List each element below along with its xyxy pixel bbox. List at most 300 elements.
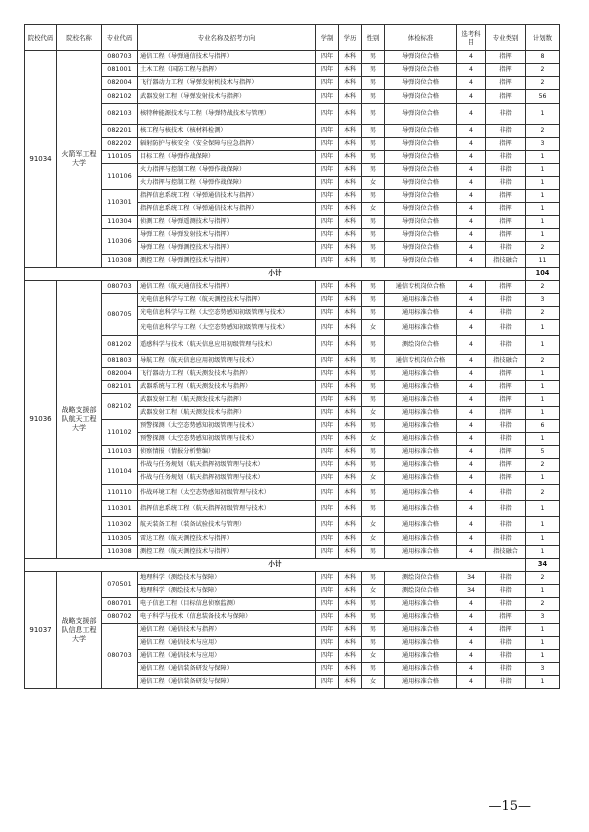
degree-cell: 本科 xyxy=(339,624,362,637)
header-exam-subjects: 选考科目 xyxy=(457,25,486,51)
table-row xyxy=(25,216,560,229)
exam-subjects-cell: 4 xyxy=(457,663,486,676)
major-code-cell: 080702 xyxy=(102,611,138,624)
physical-standard-cell: 导弹岗位合格 xyxy=(385,77,457,90)
duration-cell: 四年 xyxy=(316,446,339,459)
gender-cell: 男 xyxy=(362,663,385,676)
major-name-cell: 作战与任务规划（航天指挥初级管理与技术） xyxy=(138,459,316,472)
category-cell: 非指 xyxy=(486,637,526,650)
duration-cell: 四年 xyxy=(316,138,339,151)
major-code-cell: 081202 xyxy=(102,336,138,355)
school-name-cell: 战略支援部队信息工程大学 xyxy=(57,572,102,689)
exam-subjects-cell: 4 xyxy=(457,624,486,637)
duration-cell: 四年 xyxy=(316,533,339,546)
exam-subjects-cell: 4 xyxy=(457,355,486,368)
table-row xyxy=(25,104,560,125)
physical-standard-cell: 通用标准合格 xyxy=(385,446,457,459)
physical-standard-cell: 通用标准合格 xyxy=(385,624,457,637)
gender-cell: 女 xyxy=(362,472,385,485)
gender-cell: 男 xyxy=(362,125,385,138)
physical-standard-cell: 导弹岗位合格 xyxy=(385,242,457,255)
plan-count-cell: 1 xyxy=(526,104,560,125)
category-cell: 非指 xyxy=(486,517,526,533)
major-code-cell: 110308 xyxy=(102,546,138,559)
category-cell: 非指 xyxy=(486,164,526,177)
gender-cell: 男 xyxy=(362,446,385,459)
major-name-cell: 光电信息科学与工程（航天测控技术与指挥） xyxy=(138,294,316,307)
degree-cell: 本科 xyxy=(339,572,362,585)
table-body xyxy=(25,51,560,689)
degree-cell: 本科 xyxy=(339,281,362,294)
duration-cell: 四年 xyxy=(316,281,339,294)
category-cell: 非指 xyxy=(486,650,526,663)
category-cell: 指挥 xyxy=(486,368,526,381)
physical-standard-cell: 测绘岗位合格 xyxy=(385,572,457,585)
major-name-cell: 侦测工程（导弹遥测技术与指挥） xyxy=(138,216,316,229)
exam-subjects-cell: 4 xyxy=(457,336,486,355)
plan-count-cell: 3 xyxy=(526,663,560,676)
duration-cell: 四年 xyxy=(316,546,339,559)
major-name-cell: 光电信息科学与工程（太空态势感知初级管理与技术） xyxy=(138,307,316,320)
table-row xyxy=(25,336,560,355)
major-name-cell: 武器发射工程（航天测发技术与指挥） xyxy=(138,407,316,420)
degree-cell: 本科 xyxy=(339,203,362,216)
degree-cell: 本科 xyxy=(339,676,362,689)
duration-cell: 四年 xyxy=(316,650,339,663)
category-cell: 指挥 xyxy=(486,138,526,151)
major-name-cell: 地理科学（测绘技术与保障） xyxy=(138,585,316,598)
major-name-cell: 目标工程（导弹作战保障） xyxy=(138,151,316,164)
table-row xyxy=(25,90,560,104)
major-name-cell: 通信工程（航天通信技术与指挥） xyxy=(138,281,316,294)
category-cell: 指挥 xyxy=(486,611,526,624)
major-name-cell: 土木工程（国防工程与指挥） xyxy=(138,64,316,77)
duration-cell: 四年 xyxy=(316,151,339,164)
category-cell: 指挥 xyxy=(486,394,526,407)
table-row xyxy=(25,281,560,294)
category-cell: 非指 xyxy=(486,242,526,255)
exam-subjects-cell: 4 xyxy=(457,446,486,459)
duration-cell: 四年 xyxy=(316,190,339,203)
gender-cell: 女 xyxy=(362,407,385,420)
major-code-cell: 082004 xyxy=(102,368,138,381)
gender-cell: 男 xyxy=(362,77,385,90)
duration-cell: 四年 xyxy=(316,216,339,229)
table-row xyxy=(25,394,560,407)
table-header-row xyxy=(25,25,560,51)
category-cell: 非指 xyxy=(486,585,526,598)
category-cell: 指挥 xyxy=(486,229,526,242)
duration-cell: 四年 xyxy=(316,77,339,90)
plan-count-cell: 1 xyxy=(526,368,560,381)
exam-subjects-cell: 4 xyxy=(457,51,486,64)
degree-cell: 本科 xyxy=(339,90,362,104)
degree-cell: 本科 xyxy=(339,433,362,446)
physical-standard-cell: 导弹岗位合格 xyxy=(385,104,457,125)
duration-cell: 四年 xyxy=(316,255,339,268)
duration-cell: 四年 xyxy=(316,637,339,650)
exam-subjects-cell: 4 xyxy=(457,650,486,663)
major-code-cell: 082201 xyxy=(102,125,138,138)
exam-subjects-cell: 4 xyxy=(457,216,486,229)
school-name-cell: 战略支援部队航天工程大学 xyxy=(57,281,102,559)
plan-count-cell: 1 xyxy=(526,164,560,177)
duration-cell: 四年 xyxy=(316,381,339,394)
exam-subjects-cell: 4 xyxy=(457,676,486,689)
duration-cell: 四年 xyxy=(316,125,339,138)
major-name-cell: 核特种能源技术与工程（导弹特战技术与管理） xyxy=(138,104,316,125)
subtotal-row xyxy=(25,559,560,572)
physical-standard-cell: 通信专机岗位合格 xyxy=(385,355,457,368)
physical-standard-cell: 通用标准合格 xyxy=(385,472,457,485)
major-name-cell: 通信工程（通信装备研发与保障） xyxy=(138,676,316,689)
gender-cell: 男 xyxy=(362,104,385,125)
category-cell: 非指 xyxy=(486,336,526,355)
major-code-cell: 082103 xyxy=(102,104,138,125)
category-cell: 非指 xyxy=(486,420,526,433)
major-name-cell: 侦察情报（情报分析整编） xyxy=(138,446,316,459)
exam-subjects-cell: 4 xyxy=(457,164,486,177)
plan-count-cell: 56 xyxy=(526,90,560,104)
degree-cell: 本科 xyxy=(339,51,362,64)
degree-cell: 本科 xyxy=(339,229,362,242)
duration-cell: 四年 xyxy=(316,177,339,190)
major-name-cell: 通信工程（通信技术与应用） xyxy=(138,637,316,650)
plan-count-cell: 1 xyxy=(526,546,560,559)
category-cell: 非指 xyxy=(486,572,526,585)
degree-cell: 本科 xyxy=(339,459,362,472)
major-name-cell: 火力指挥与控制工程（导弹作战保障） xyxy=(138,177,316,190)
plan-count-cell: 1 xyxy=(526,624,560,637)
duration-cell: 四年 xyxy=(316,64,339,77)
gender-cell: 男 xyxy=(362,381,385,394)
plan-count-cell: 8 xyxy=(526,51,560,64)
exam-subjects-cell: 4 xyxy=(457,501,486,517)
gender-cell: 男 xyxy=(362,242,385,255)
major-name-cell: 辐射防护与核安全（安全保障与应急指挥） xyxy=(138,138,316,151)
duration-cell: 四年 xyxy=(316,459,339,472)
school-code-cell: 91037 xyxy=(25,572,57,689)
plan-count-cell: 3 xyxy=(526,611,560,624)
header-major-code: 专业代码 xyxy=(102,25,138,51)
exam-subjects-cell: 4 xyxy=(457,611,486,624)
major-name-cell: 航天装备工程（装备试验技术与管理） xyxy=(138,517,316,533)
physical-standard-cell: 导弹岗位合格 xyxy=(385,216,457,229)
gender-cell: 男 xyxy=(362,164,385,177)
exam-subjects-cell: 34 xyxy=(457,585,486,598)
exam-subjects-cell: 4 xyxy=(457,242,486,255)
exam-subjects-cell: 4 xyxy=(457,255,486,268)
physical-standard-cell: 通用标准合格 xyxy=(385,650,457,663)
header-plan: 计划数 xyxy=(526,25,560,51)
category-cell: 指技融合 xyxy=(486,355,526,368)
major-name-cell: 指挥信息系统工程（航天指挥初级管理与技术） xyxy=(138,501,316,517)
duration-cell: 四年 xyxy=(316,501,339,517)
admissions-table-sheet xyxy=(24,24,559,689)
subtotal-label: 小计 xyxy=(25,268,526,281)
plan-count-cell: 1 xyxy=(526,216,560,229)
subtotal-value: 104 xyxy=(526,268,560,281)
major-name-cell: 指挥信息系统工程（导弹通信技术与指挥） xyxy=(138,203,316,216)
plan-count-cell: 1 xyxy=(526,517,560,533)
table-row xyxy=(25,533,560,546)
degree-cell: 本科 xyxy=(339,407,362,420)
major-name-cell: 作战与任务规划（航天指挥初级管理与技术） xyxy=(138,472,316,485)
exam-subjects-cell: 4 xyxy=(457,307,486,320)
exam-subjects-cell: 4 xyxy=(457,459,486,472)
plan-count-cell: 3 xyxy=(526,294,560,307)
gender-cell: 男 xyxy=(362,138,385,151)
table-row xyxy=(25,294,560,307)
degree-cell: 本科 xyxy=(339,336,362,355)
degree-cell: 本科 xyxy=(339,663,362,676)
degree-cell: 本科 xyxy=(339,355,362,368)
physical-standard-cell: 导弹岗位合格 xyxy=(385,164,457,177)
plan-count-cell: 1 xyxy=(526,320,560,336)
major-name-cell: 预警探测（太空态势感知初级管理与技术） xyxy=(138,420,316,433)
header-school-code: 院校代码 xyxy=(25,25,57,51)
gender-cell: 男 xyxy=(362,624,385,637)
plan-count-cell: 1 xyxy=(526,151,560,164)
duration-cell: 四年 xyxy=(316,611,339,624)
header-physical: 体检标准 xyxy=(385,25,457,51)
exam-subjects-cell: 4 xyxy=(457,368,486,381)
plan-count-cell: 1 xyxy=(526,394,560,407)
table-row xyxy=(25,624,560,637)
duration-cell: 四年 xyxy=(316,104,339,125)
category-cell: 指挥 xyxy=(486,64,526,77)
degree-cell: 本科 xyxy=(339,381,362,394)
major-name-cell: 地理科学（测绘技术与保障） xyxy=(138,572,316,585)
gender-cell: 男 xyxy=(362,611,385,624)
major-name-cell: 作战环境工程（太空态势感知初级管理与技术） xyxy=(138,485,316,501)
plan-count-cell: 1 xyxy=(526,381,560,394)
major-code-cell: 110305 xyxy=(102,533,138,546)
exam-subjects-cell: 4 xyxy=(457,485,486,501)
major-code-cell: 110308 xyxy=(102,255,138,268)
duration-cell: 四年 xyxy=(316,472,339,485)
table-row xyxy=(25,611,560,624)
duration-cell: 四年 xyxy=(316,433,339,446)
exam-subjects-cell: 4 xyxy=(457,472,486,485)
gender-cell: 男 xyxy=(362,190,385,203)
plan-count-cell: 1 xyxy=(526,650,560,663)
table-row xyxy=(25,64,560,77)
header-major-name: 专业名称及招考方向 xyxy=(138,25,316,51)
physical-standard-cell: 通用标准合格 xyxy=(385,459,457,472)
degree-cell: 本科 xyxy=(339,164,362,177)
major-code-cell: 110102 xyxy=(102,420,138,446)
gender-cell: 男 xyxy=(362,51,385,64)
major-name-cell: 通信工程（通信技术与指挥） xyxy=(138,624,316,637)
degree-cell: 本科 xyxy=(339,472,362,485)
duration-cell: 四年 xyxy=(316,572,339,585)
category-cell: 指挥 xyxy=(486,203,526,216)
physical-standard-cell: 通用标准合格 xyxy=(385,676,457,689)
plan-count-cell: 6 xyxy=(526,420,560,433)
physical-standard-cell: 通用标准合格 xyxy=(385,663,457,676)
table-row xyxy=(25,151,560,164)
major-name-cell: 通信工程（通信技术与应用） xyxy=(138,650,316,663)
category-cell: 指挥 xyxy=(486,381,526,394)
gender-cell: 男 xyxy=(362,420,385,433)
degree-cell: 本科 xyxy=(339,546,362,559)
physical-standard-cell: 通用标准合格 xyxy=(385,394,457,407)
major-name-cell: 测控工程（导弹测控技术与指挥） xyxy=(138,255,316,268)
plan-count-cell: 1 xyxy=(526,177,560,190)
table-row xyxy=(25,368,560,381)
gender-cell: 女 xyxy=(362,676,385,689)
exam-subjects-cell: 4 xyxy=(457,546,486,559)
plan-count-cell: 2 xyxy=(526,307,560,320)
gender-cell: 男 xyxy=(362,90,385,104)
table-row xyxy=(25,355,560,368)
degree-cell: 本科 xyxy=(339,637,362,650)
plan-count-cell: 1 xyxy=(526,637,560,650)
exam-subjects-cell: 4 xyxy=(457,229,486,242)
physical-standard-cell: 导弹岗位合格 xyxy=(385,125,457,138)
table-row xyxy=(25,501,560,517)
major-code-cell: 110301 xyxy=(102,190,138,216)
major-code-cell: 110104 xyxy=(102,459,138,485)
duration-cell: 四年 xyxy=(316,203,339,216)
degree-cell: 本科 xyxy=(339,446,362,459)
major-name-cell: 遥感科学与技术（航天信息应用初级管理与技术） xyxy=(138,336,316,355)
physical-standard-cell: 导弹岗位合格 xyxy=(385,255,457,268)
degree-cell: 本科 xyxy=(339,611,362,624)
exam-subjects-cell: 4 xyxy=(457,151,486,164)
gender-cell: 男 xyxy=(362,368,385,381)
duration-cell: 四年 xyxy=(316,90,339,104)
category-cell: 非指 xyxy=(486,307,526,320)
major-name-cell: 测控工程（航天测控技术与指挥） xyxy=(138,546,316,559)
degree-cell: 本科 xyxy=(339,138,362,151)
gender-cell: 女 xyxy=(362,650,385,663)
major-code-cell: 082102 xyxy=(102,394,138,420)
table-row xyxy=(25,51,560,64)
category-cell: 指挥 xyxy=(486,407,526,420)
major-code-cell: 081001 xyxy=(102,64,138,77)
major-code-cell: 082004 xyxy=(102,77,138,90)
table-row xyxy=(25,517,560,533)
category-cell: 指挥 xyxy=(486,624,526,637)
degree-cell: 本科 xyxy=(339,485,362,501)
physical-standard-cell: 通用标准合格 xyxy=(385,368,457,381)
table-row xyxy=(25,459,560,472)
school-code-cell: 91034 xyxy=(25,51,57,268)
physical-standard-cell: 导弹岗位合格 xyxy=(385,190,457,203)
major-code-cell: 082202 xyxy=(102,138,138,151)
physical-standard-cell: 通用标准合格 xyxy=(385,598,457,611)
table-row xyxy=(25,255,560,268)
physical-standard-cell: 通用标准合格 xyxy=(385,485,457,501)
category-cell: 非指 xyxy=(486,294,526,307)
category-cell: 指挥 xyxy=(486,459,526,472)
exam-subjects-cell: 4 xyxy=(457,533,486,546)
exam-subjects-cell: 4 xyxy=(457,433,486,446)
plan-count-cell: 1 xyxy=(526,501,560,517)
category-cell: 指挥 xyxy=(486,90,526,104)
duration-cell: 四年 xyxy=(316,663,339,676)
table-row xyxy=(25,77,560,90)
category-cell: 非指 xyxy=(486,320,526,336)
exam-subjects-cell: 4 xyxy=(457,407,486,420)
gender-cell: 女 xyxy=(362,320,385,336)
major-name-cell: 电子科学与技术（信息装备技术与保障） xyxy=(138,611,316,624)
exam-subjects-cell: 34 xyxy=(457,572,486,585)
major-name-cell: 光电信息科学与工程（太空态势感知初级管理与技术） xyxy=(138,320,316,336)
duration-cell: 四年 xyxy=(316,164,339,177)
degree-cell: 本科 xyxy=(339,64,362,77)
category-cell: 非指 xyxy=(486,663,526,676)
exam-subjects-cell: 4 xyxy=(457,320,486,336)
major-name-cell: 预警探测（太空态势感知初级管理与技术） xyxy=(138,433,316,446)
exam-subjects-cell: 4 xyxy=(457,125,486,138)
major-code-cell: 110302 xyxy=(102,517,138,533)
gender-cell: 男 xyxy=(362,637,385,650)
major-name-cell: 导弹工程（导弹测控技术与指挥） xyxy=(138,242,316,255)
physical-standard-cell: 导弹岗位合格 xyxy=(385,151,457,164)
major-name-cell: 雷达工程（航天测控技术与指挥） xyxy=(138,533,316,546)
table-row xyxy=(25,164,560,177)
header-category: 专业类别 xyxy=(486,25,526,51)
major-name-cell: 火力指挥与控制工程（导弹作战保障） xyxy=(138,164,316,177)
duration-cell: 四年 xyxy=(316,51,339,64)
physical-standard-cell: 导弹岗位合格 xyxy=(385,203,457,216)
category-cell: 指挥 xyxy=(486,216,526,229)
exam-subjects-cell: 4 xyxy=(457,77,486,90)
physical-standard-cell: 通信专机岗位合格 xyxy=(385,281,457,294)
page-number: —15— xyxy=(488,799,531,814)
category-cell: 非指 xyxy=(486,104,526,125)
degree-cell: 本科 xyxy=(339,104,362,125)
exam-subjects-cell: 4 xyxy=(457,177,486,190)
duration-cell: 四年 xyxy=(316,242,339,255)
physical-standard-cell: 导弹岗位合格 xyxy=(385,90,457,104)
degree-cell: 本科 xyxy=(339,517,362,533)
exam-subjects-cell: 4 xyxy=(457,90,486,104)
subtotal-row xyxy=(25,268,560,281)
header-duration: 学制 xyxy=(316,25,339,51)
major-name-cell: 核工程与核技术（核材料检测） xyxy=(138,125,316,138)
major-code-cell: 110106 xyxy=(102,164,138,190)
gender-cell: 男 xyxy=(362,294,385,307)
physical-standard-cell: 通用标准合格 xyxy=(385,501,457,517)
duration-cell: 四年 xyxy=(316,517,339,533)
degree-cell: 本科 xyxy=(339,394,362,407)
physical-standard-cell: 导弹岗位合格 xyxy=(385,51,457,64)
plan-count-cell: 2 xyxy=(526,572,560,585)
gender-cell: 女 xyxy=(362,517,385,533)
physical-standard-cell: 通用标准合格 xyxy=(385,307,457,320)
plan-count-cell: 11 xyxy=(526,255,560,268)
gender-cell: 男 xyxy=(362,336,385,355)
gender-cell: 男 xyxy=(362,64,385,77)
major-name-cell: 导弹工程（导弹发射技术与指挥） xyxy=(138,229,316,242)
major-code-cell: 081803 xyxy=(102,355,138,368)
exam-subjects-cell: 4 xyxy=(457,138,486,151)
duration-cell: 四年 xyxy=(316,420,339,433)
category-cell: 非指 xyxy=(486,125,526,138)
exam-subjects-cell: 4 xyxy=(457,598,486,611)
category-cell: 指挥 xyxy=(486,51,526,64)
physical-standard-cell: 测绘岗位合格 xyxy=(385,336,457,355)
gender-cell: 男 xyxy=(362,501,385,517)
subtotal-label: 小计 xyxy=(25,559,526,572)
table-row xyxy=(25,446,560,459)
gender-cell: 男 xyxy=(362,355,385,368)
degree-cell: 本科 xyxy=(339,255,362,268)
